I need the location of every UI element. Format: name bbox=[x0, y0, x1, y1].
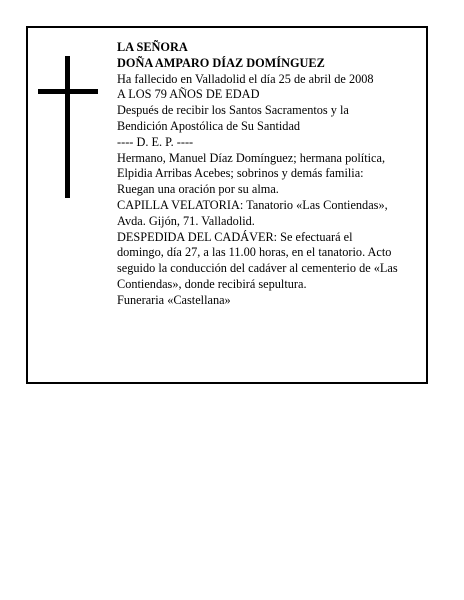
sacraments-line-1: Después de recibir los Santos Sacramentos y la bbox=[117, 103, 349, 118]
obituary-notice bbox=[26, 26, 428, 384]
age-statement: A LOS 79 AÑOS DE EDAD bbox=[117, 87, 260, 102]
chapel-line-1: CAPILLA VELATORIA: Tanatorio «Las Contiendas», bbox=[117, 197, 388, 212]
cross-horizontal-bar bbox=[38, 89, 98, 94]
deceased-name: DOÑA AMPARO DÍAZ DOMÍNGUEZ bbox=[117, 55, 325, 70]
farewell-line-4: Contiendas», donde recibirá sepultura. bbox=[117, 276, 307, 291]
funeral-home: Funeraria «Castellana» bbox=[117, 292, 231, 307]
farewell-line-2: domingo, día 27, a las 11.00 horas, en el tanatorio. Acto bbox=[117, 245, 392, 260]
farewell-line-1: DESPEDIDA DEL CADÁVER: Se efectuará el bbox=[117, 229, 353, 244]
death-statement: Ha fallecido en Valladolid el día 25 de abril de 2008 bbox=[117, 71, 374, 86]
notice-text bbox=[117, 40, 427, 309]
family-line-2: Elpidia Arribas Acebes; sobrinos y demás familia: bbox=[117, 166, 364, 181]
cross-vertical-bar bbox=[65, 56, 70, 198]
farewell-line-3: seguido la conducción del cadáver al cementerio de «Las bbox=[117, 261, 398, 276]
cross-icon bbox=[38, 56, 98, 198]
rip-line: ---- D. E. P. ---- bbox=[117, 134, 194, 149]
prayer-request: Ruegan una oración por su alma. bbox=[117, 182, 279, 197]
notice-heading: LA SEÑORA bbox=[117, 40, 188, 54]
sacraments-line-2: Bendición Apostólica de Su Santidad bbox=[117, 118, 301, 133]
chapel-line-2: Avda. Gijón, 71. Valladolid. bbox=[117, 213, 255, 228]
family-line-1: Hermano, Manuel Díaz Domínguez; hermana política, bbox=[117, 150, 386, 165]
